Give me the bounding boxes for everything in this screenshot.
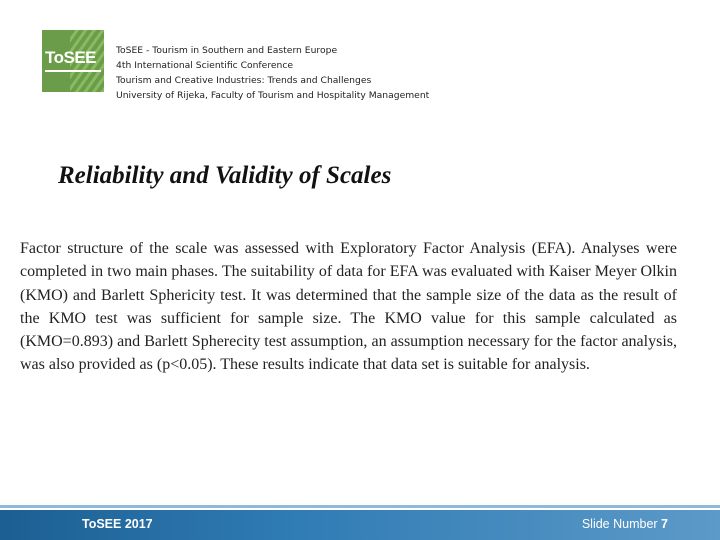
header-line-2: 4th International Scientific Conference — [116, 60, 294, 71]
logo-underline — [45, 70, 101, 72]
slide-number — [582, 517, 668, 531]
header-line-1: ToSEE - Tourism in Southern and Eastern Europe — [116, 45, 338, 56]
slide-body-text: Factor structure of the scale was assessed with Exploratory Factor Analysis (EFA). Analyses were completed in two main phases. The suitability of data for EFA was evaluated with Kaiser Meyer Olkin (KMO) and Barlett Sphericity test. It was determined that the sample size of the data as the result of the KMO test was sufficient for sample size. The KMO value for this sample calculated as (KMO=0.893) and Barlett Spherecity test assumption, an assumption necessary for the factor analysis, was also provided as (p<0.05). These results indicate that data set is suitable for analysis. — [20, 240, 677, 374]
logo-text: ToSEE — [45, 48, 97, 67]
header-line-3: Tourism and Creative Industries: Trends and Challenges — [116, 75, 372, 86]
header-line-4: University of Rijeka, Faculty of Tourism and Hospitality Management — [116, 90, 430, 101]
slide-number-label: Slide Number — [581, 517, 658, 531]
slide-title: Reliability and Validity of Scales — [58, 162, 392, 189]
conference-header — [116, 43, 429, 103]
footer-conference-label: ToSEE 2017 — [82, 517, 153, 531]
slide-number-value: 7 — [661, 517, 668, 531]
tosee-logo — [42, 30, 104, 92]
footer-divider — [0, 505, 720, 508]
